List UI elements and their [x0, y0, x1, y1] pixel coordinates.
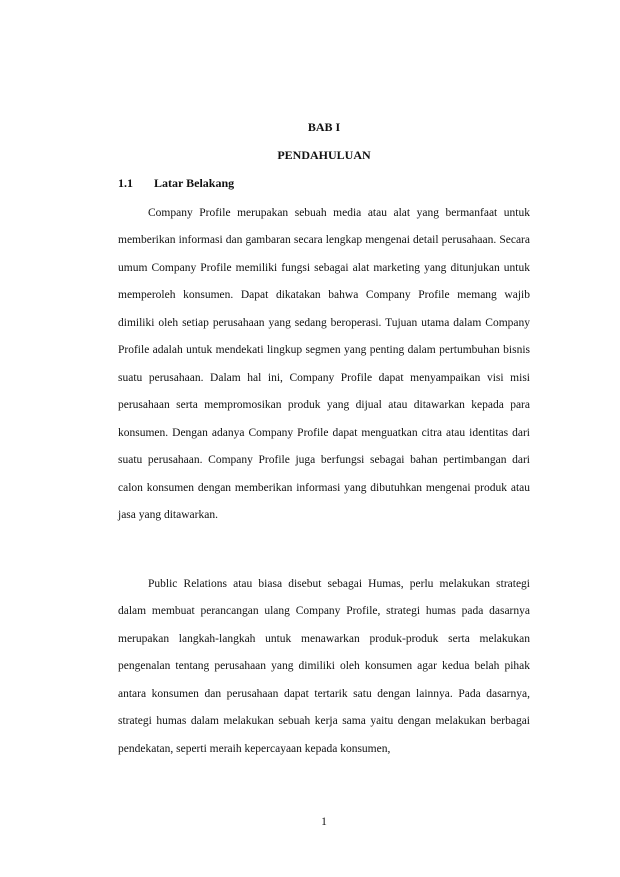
chapter-number: BAB I [307, 120, 341, 134]
section-title: Latar Belakang [154, 176, 235, 190]
paragraph-public-relations: Public Relations atau biasa disebut sebagai Humas, perlu melakukan strategi dalam membuat perancangan ulang Company Profile, strategi humas pada dasarnya merupakan langkah-langkah untuk menawarkan produk-produk serta melakukan pengenalan tentang perusahaan yang dimiliki oleh konsumen agar kedua belah pihak antara konsumen dan perusahaan dapat tertarik satu dengan lainnya. Pada dasarnya, strategi humas dalam melakukan sebuah kerja sama yaitu dengan melakukan berbagai pendekatan, seperti meraih kepercayaan kepada konsumen, [118, 578, 530, 755]
section-number: 1.1 [118, 176, 133, 190]
page-number: 1 [321, 816, 327, 828]
chapter-title: PENDAHULUAN [277, 148, 371, 162]
paragraph-company-profile: Company Profile merupakan sebuah media atau alat yang bermanfaat untuk memberikan informasi dan gambaran secara lengkap mengenai detail perusahaan. Secara umum Company Profile memiliki fungsi sebagai alat marketing yang ditunjukan untuk memperoleh konsumen. Dapat dikatakan bahwa Company Profile memang wajib dimiliki oleh setiap perusahaan yang sedang beroperasi. Tujuan utama dalam Company Profile adalah untuk mendekati lingkup segmen yang penting dalam pertumbuhan bisnis suatu perusahaan. Dalam hal ini, Company Profile dapat menyampaikan visi misi perusahaan serta mempromosikan produk yang dijual atau ditawarkan kepada para konsumen. Dengan adanya Company Profile dapat menguatkan citra atau identitas dari suatu perusahaan. Company Profile juga berfungsi sebagai bahan pertimbangan dari calon konsumen dengan memberikan informasi yang dibutuhkan mengenai produk atau jasa yang ditawarkan. [118, 207, 530, 521]
section-heading [118, 176, 234, 191]
